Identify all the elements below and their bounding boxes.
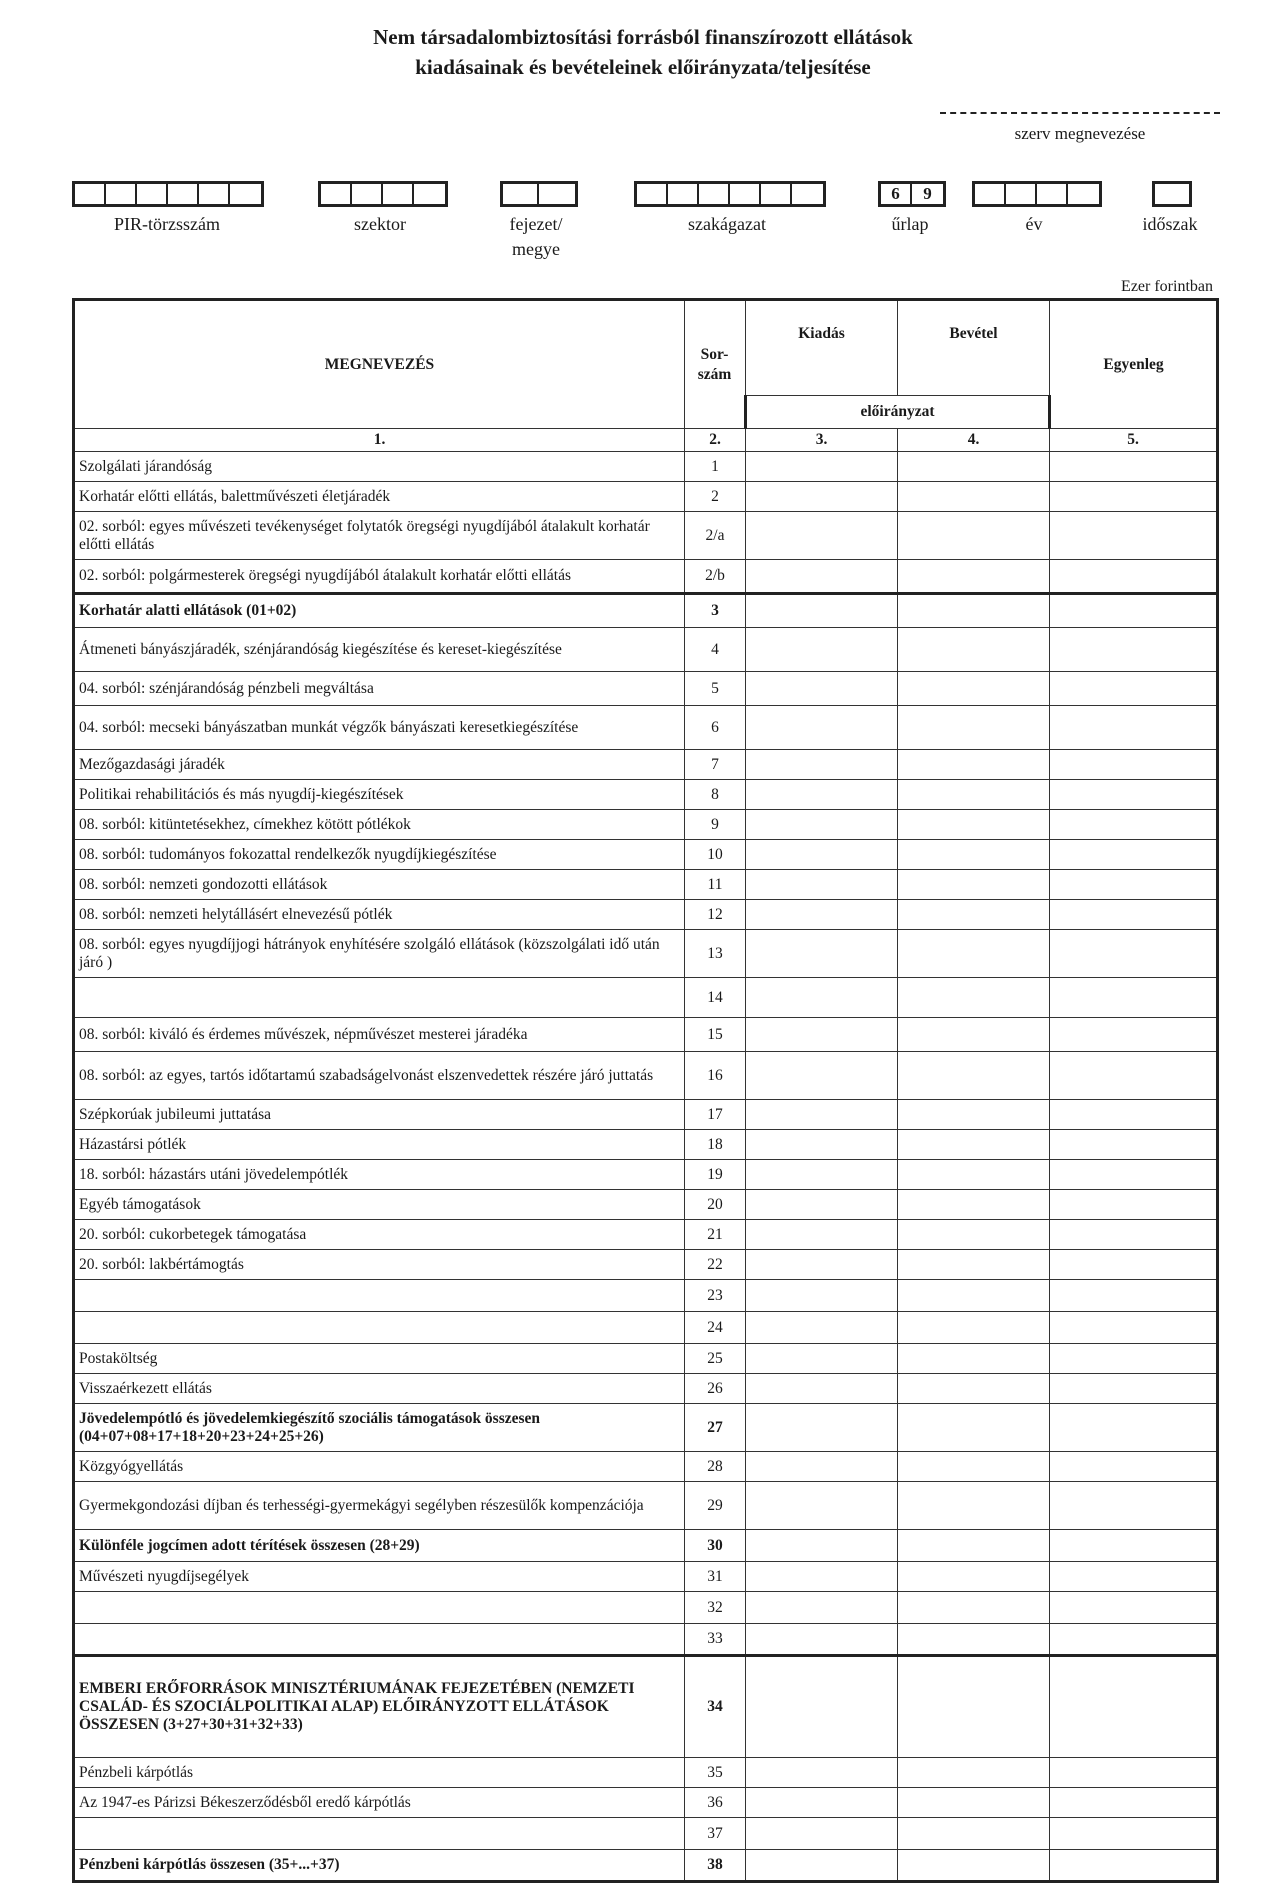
table-row [74,1100,1218,1130]
row-number: 13 [685,930,746,978]
income-cell[interactable] [898,1656,1050,1758]
table-row [74,1190,1218,1220]
income-cell[interactable] [898,930,1050,978]
row-number: 2 [685,482,746,512]
expense-cell[interactable] [746,1280,898,1312]
expense-cell[interactable] [746,1100,898,1130]
row-name: Visszaérkezett ellátás [74,1374,685,1404]
row-name: 02. sorból: egyes művészeti tevékenységet folytatók öregségi nyugdíjából átalakult korhatár előtti ellátás [74,512,685,560]
row-number: 12 [685,900,746,930]
row-number: 38 [685,1850,746,1882]
income-cell[interactable] [898,628,1050,672]
expense-cell[interactable] [746,1190,898,1220]
row-number: 23 [685,1280,746,1312]
code-label: PIR-törzsszám [114,214,220,234]
row-name: 20. sorból: cukorbetegek támogatása [74,1220,685,1250]
row-number: 34 [685,1656,746,1758]
income-cell[interactable] [898,1220,1050,1250]
balance-cell[interactable] [1050,1160,1218,1190]
row-number: 2/a [685,512,746,560]
row-number: 1 [685,452,746,482]
balance-cell[interactable] [1050,840,1218,870]
row-number: 17 [685,1100,746,1130]
code-label: űrlap [891,214,929,234]
table-row [74,706,1218,750]
row-name [74,1280,685,1312]
row-number: 18 [685,1130,746,1160]
code-cell[interactable]: 6 [881,184,912,204]
row-number: 8 [685,780,746,810]
income-cell[interactable] [898,1562,1050,1592]
table-row [74,1344,1218,1374]
row-name: Korhatár előtti ellátás, balettművészeti életjáradék [74,482,685,512]
balance-cell[interactable] [1050,1018,1218,1052]
balance-cell[interactable] [1050,512,1218,560]
balance-cell[interactable] [1050,1344,1218,1374]
header-expense: Kiadás [746,300,898,396]
row-name: 08. sorból: nemzeti gondozotti ellátások [74,870,685,900]
table-row [74,1758,1218,1788]
balance-cell[interactable] [1050,1190,1218,1220]
code-label: év [1025,214,1043,234]
table-row [74,1130,1218,1160]
code-cell[interactable] [352,184,383,204]
income-cell[interactable] [898,750,1050,780]
code-boxes-3[interactable] [634,181,826,207]
header-balance: Egyenleg [1050,300,1218,429]
expense-cell[interactable] [746,930,898,978]
table-row [74,1530,1218,1562]
row-name: Szépkorúak jubileumi juttatása [74,1100,685,1130]
table-row [74,1624,1218,1656]
row-name: Postaköltség [74,1344,685,1374]
income-cell[interactable] [898,1818,1050,1850]
income-cell[interactable] [898,1452,1050,1482]
expense-cell[interactable] [746,750,898,780]
income-cell[interactable] [898,1312,1050,1344]
expense-cell[interactable] [746,840,898,870]
table-row [74,1788,1218,1818]
table-row [74,930,1218,978]
expense-cell[interactable] [746,452,898,482]
code-boxes-4[interactable] [878,181,946,207]
income-cell[interactable] [898,1530,1050,1562]
col-number-5: 5. [1050,429,1218,452]
code-cell[interactable] [730,184,761,204]
table-row [74,1312,1218,1344]
row-number: 31 [685,1562,746,1592]
expense-cell[interactable] [746,1404,898,1452]
row-number: 32 [685,1592,746,1624]
row-name: 08. sorból: egyes nyugdíjjogi hátrányok enyhítésére szolgáló ellátások (közszolgálati idő után járó ) [74,930,685,978]
table-row [74,810,1218,840]
balance-cell[interactable] [1050,1374,1218,1404]
row-name: 08. sorból: kiváló és érdemes művészek, népművészet mesterei járadéka [74,1018,685,1052]
report-table [72,298,1219,1883]
table-row [74,870,1218,900]
code-cell[interactable] [75,184,106,204]
table-row [74,1374,1218,1404]
row-number: 6 [685,706,746,750]
table-row [74,1592,1218,1624]
expense-cell[interactable] [746,594,898,628]
table-row [74,1220,1218,1250]
income-cell[interactable] [898,1758,1050,1788]
row-number: 7 [685,750,746,780]
header-row-number: Sor- szám [685,300,746,429]
table-row [74,672,1218,706]
row-number: 30 [685,1530,746,1562]
code-cell[interactable] [168,184,199,204]
expense-cell[interactable] [746,1160,898,1190]
expense-cell[interactable] [746,870,898,900]
expense-cell[interactable] [746,978,898,1018]
income-cell[interactable] [898,672,1050,706]
col-number-2: 2. [685,429,746,452]
balance-cell[interactable] [1050,594,1218,628]
table-row [74,750,1218,780]
table-row [74,1280,1218,1312]
row-name: 04. sorból: mecseki bányászatban munkát végzők bányászati keresetkiegészítése [74,706,685,750]
table-row [74,1160,1218,1190]
expense-cell[interactable] [746,1788,898,1818]
code-cell[interactable]: 9 [923,184,932,203]
row-name: Művészeti nyugdíjsegélyek [74,1562,685,1592]
balance-cell[interactable] [1050,1452,1218,1482]
row-name: Házastársi pótlék [74,1130,685,1160]
expense-cell[interactable] [746,1312,898,1344]
row-number: 10 [685,840,746,870]
expense-cell[interactable] [746,1018,898,1052]
balance-cell[interactable] [1050,1850,1218,1882]
expense-cell[interactable] [746,482,898,512]
balance-cell[interactable] [1050,1530,1218,1562]
header-name: MEGNEVEZÉS [74,300,685,429]
col-number-3: 3. [746,429,898,452]
code-boxes-0[interactable] [72,181,264,207]
balance-cell[interactable] [1050,1312,1218,1344]
table-row [74,594,1218,628]
code-cell[interactable] [761,184,792,204]
row-name: Gyermekgondozási díjban és terhességi-gyermekágyi segélyben részesülők kompenzációja [74,1482,685,1530]
expense-cell[interactable] [746,1374,898,1404]
table-row [74,780,1218,810]
code-cell[interactable] [383,184,414,204]
balance-cell[interactable] [1050,930,1218,978]
balance-cell[interactable] [1050,1818,1218,1850]
balance-cell[interactable] [1050,1280,1218,1312]
row-name: Közgyógyellátás [74,1452,685,1482]
row-number: 36 [685,1788,746,1818]
row-number: 20 [685,1190,746,1220]
table-row [74,1018,1218,1052]
balance-cell[interactable] [1050,1624,1218,1656]
income-cell[interactable] [898,1100,1050,1130]
row-name: Pénzbeli kárpótlás [74,1758,685,1788]
income-cell[interactable] [898,482,1050,512]
code-label: fejezet/ megye [509,214,563,259]
row-number: 16 [685,1052,746,1100]
expense-cell[interactable] [746,1850,898,1882]
expense-cell[interactable] [746,1758,898,1788]
unit-label: Ezer forintban [1121,278,1213,295]
income-cell[interactable] [898,1482,1050,1530]
balance-cell[interactable] [1050,452,1218,482]
row-number: 15 [685,1018,746,1052]
expense-cell[interactable] [746,1624,898,1656]
row-number: 28 [685,1452,746,1482]
expense-cell[interactable] [746,706,898,750]
expense-cell[interactable] [746,1818,898,1850]
income-cell[interactable] [898,1280,1050,1312]
code-cell[interactable] [414,184,445,204]
code-cell[interactable] [1006,184,1037,204]
code-cell[interactable] [503,184,539,204]
row-name [74,1592,685,1624]
header-budget: előirányzat [746,396,1050,429]
row-name: 08. sorból: kitüntetésekhez, címekhez kötött pótlékok [74,810,685,840]
code-label: szektor [354,214,406,234]
code-boxes-5[interactable] [972,181,1102,207]
code-cell[interactable] [230,184,261,204]
income-cell[interactable] [898,978,1050,1018]
code-cell[interactable] [792,184,823,204]
code-cell[interactable] [637,184,668,204]
row-name: Pénzbeni kárpótlás összesen (35+...+37) [74,1850,685,1882]
table-row [74,1452,1218,1482]
row-name: Egyéb támogatások [74,1190,685,1220]
col-number-1: 1. [74,429,685,452]
income-cell[interactable] [898,1018,1050,1052]
income-cell[interactable] [898,1250,1050,1280]
row-number: 2/b [685,560,746,594]
row-name: Szolgálati járandóság [74,452,685,482]
row-name: Jövedelempótló és jövedelemkiegészítő szociális támogatások összesen (04+07+08+17+18+20+23+24+25+26) [74,1404,685,1452]
row-number: 29 [685,1482,746,1530]
expense-cell[interactable] [746,1482,898,1530]
table-row [74,1656,1218,1758]
income-cell[interactable] [898,870,1050,900]
code-boxes-6[interactable] [1152,181,1192,207]
income-cell[interactable] [898,512,1050,560]
balance-cell[interactable] [1050,560,1218,594]
row-number: 27 [685,1404,746,1452]
balance-cell[interactable] [1050,628,1218,672]
balance-cell[interactable] [1050,1250,1218,1280]
income-cell[interactable] [898,1344,1050,1374]
row-number: 4 [685,628,746,672]
expense-cell[interactable] [746,512,898,560]
title-line-2: kiadásainak és bevételeinek előirányzata/teljesítése [415,55,871,79]
expense-cell[interactable] [746,1052,898,1100]
expense-cell[interactable] [746,1452,898,1482]
row-number: 19 [685,1160,746,1190]
row-number: 14 [685,978,746,1018]
row-name: EMBERI ERŐFORRÁSOK MINISZTÉRIUMÁNAK FEJEZETÉBEN (NEMZETI CSALÁD- ÉS SZOCIÁLPOLITIKAI ALAP) ELŐIRÁNYZOTT ELLÁTÁSOK ÖSSZESEN (3+27+30+31+32+33) [74,1656,685,1758]
expense-cell[interactable] [746,1656,898,1758]
row-number: 11 [685,870,746,900]
code-cell[interactable] [699,184,730,204]
row-number: 24 [685,1312,746,1344]
income-cell[interactable] [898,1404,1050,1452]
row-number: 25 [685,1344,746,1374]
expense-cell[interactable] [746,780,898,810]
code-cell[interactable] [668,184,699,204]
table-row [74,1562,1218,1592]
income-cell[interactable] [898,560,1050,594]
balance-cell[interactable] [1050,978,1218,1018]
row-name: 18. sorból: házastárs utáni jövedelempótlék [74,1160,685,1190]
balance-cell[interactable] [1050,810,1218,840]
table-row [74,900,1218,930]
balance-cell[interactable] [1050,780,1218,810]
code-boxes-2[interactable] [500,181,578,207]
code-cell[interactable] [1155,184,1189,204]
balance-cell[interactable] [1050,1100,1218,1130]
code-cell[interactable] [321,184,352,204]
table-row [74,560,1218,594]
balance-cell[interactable] [1050,1130,1218,1160]
row-number: 26 [685,1374,746,1404]
table-row [74,840,1218,870]
expense-cell[interactable] [746,1592,898,1624]
table-row [74,628,1218,672]
expense-cell[interactable] [746,1130,898,1160]
code-label: időszak [1142,214,1198,234]
table-row [74,1404,1218,1452]
balance-cell[interactable] [1050,1788,1218,1818]
form-title [0,22,1286,82]
expense-cell[interactable] [746,900,898,930]
balance-cell[interactable] [1050,1562,1218,1592]
expense-cell[interactable] [746,1220,898,1250]
income-cell[interactable] [898,1130,1050,1160]
balance-cell[interactable] [1050,672,1218,706]
balance-cell[interactable] [1050,706,1218,750]
org-name-field[interactable] [940,112,1220,114]
row-name [74,1818,685,1850]
income-cell[interactable] [898,810,1050,840]
code-cell[interactable] [199,184,230,204]
expense-cell[interactable] [746,1562,898,1592]
row-name: Átmeneti bányászjáradék, szénjárandóság kiegészítése és kereset-kiegészítése [74,628,685,672]
row-name: Az 1947-es Párizsi Békeszerződésből eredő kárpótlás [74,1788,685,1818]
table-row [74,978,1218,1018]
income-cell[interactable] [898,780,1050,810]
title-line-1: Nem társadalombiztosítási forrásból finanszírozott ellátások [373,25,913,49]
income-cell[interactable] [898,1592,1050,1624]
income-cell[interactable] [898,594,1050,628]
expense-cell[interactable] [746,672,898,706]
income-cell[interactable] [898,1052,1050,1100]
expense-cell[interactable] [746,1344,898,1374]
code-cell[interactable] [1068,184,1099,204]
balance-cell[interactable] [1050,1220,1218,1250]
balance-cell[interactable] [1050,1592,1218,1624]
code-cell[interactable] [137,184,168,204]
income-cell[interactable] [898,1788,1050,1818]
row-number: 33 [685,1624,746,1656]
row-number: 3 [685,594,746,628]
table-row [74,452,1218,482]
row-number: 35 [685,1758,746,1788]
row-number: 21 [685,1220,746,1250]
code-cell[interactable] [106,184,137,204]
row-name [74,978,685,1018]
expense-cell[interactable] [746,810,898,840]
income-cell[interactable] [898,1160,1050,1190]
income-cell[interactable] [898,1190,1050,1220]
income-cell[interactable] [898,1374,1050,1404]
row-name: Korhatár alatti ellátások (01+02) [74,594,685,628]
table-row [74,1052,1218,1100]
code-boxes-1[interactable] [318,181,448,207]
balance-cell[interactable] [1050,1482,1218,1530]
row-name: 08. sorból: az egyes, tartós időtartamú szabadságelvonást elszenvedettek részére járó juttatás [74,1052,685,1100]
table-row [74,1818,1218,1850]
row-name: Mezőgazdasági járadék [74,750,685,780]
code-label: szakágazat [688,214,766,234]
table-row [74,1250,1218,1280]
row-number: 9 [685,810,746,840]
row-name: 04. sorból: szénjárandóság pénzbeli megváltása [74,672,685,706]
balance-cell[interactable] [1050,870,1218,900]
table-row [74,1850,1218,1882]
income-cell[interactable] [898,1850,1050,1882]
balance-cell[interactable] [1050,1052,1218,1100]
row-number: 22 [685,1250,746,1280]
table-row [74,482,1218,512]
col-number-4: 4. [898,429,1050,452]
code-cell[interactable] [975,184,1006,204]
code-cell[interactable] [1037,184,1068,204]
row-name: 20. sorból: lakbértámogtás [74,1250,685,1280]
balance-cell[interactable] [1050,1656,1218,1758]
row-name: Politikai rehabilitációs és más nyugdíj-kiegészítések [74,780,685,810]
balance-cell[interactable] [1050,1758,1218,1788]
income-cell[interactable] [898,1624,1050,1656]
income-cell[interactable] [898,840,1050,870]
income-cell[interactable] [898,900,1050,930]
row-name [74,1312,685,1344]
expense-cell[interactable] [746,628,898,672]
income-cell[interactable] [898,706,1050,750]
code-cell[interactable] [539,184,575,204]
row-name: 08. sorból: nemzeti helytállásért elnevezésű pótlék [74,900,685,930]
header-income: Bevétel [898,300,1050,396]
balance-cell[interactable] [1050,900,1218,930]
row-name [74,1624,685,1656]
balance-cell[interactable] [1050,750,1218,780]
expense-cell[interactable] [746,1530,898,1562]
org-name-label: szerv megnevezése [1014,124,1146,143]
balance-cell[interactable] [1050,482,1218,512]
balance-cell[interactable] [1050,1404,1218,1452]
expense-cell[interactable] [746,1250,898,1280]
row-number: 37 [685,1818,746,1850]
expense-cell[interactable] [746,560,898,594]
table-row [74,1482,1218,1530]
row-number: 5 [685,672,746,706]
table-row [74,512,1218,560]
row-name: Különféle jogcímen adott térítések összesen (28+29) [74,1530,685,1562]
row-name: 08. sorból: tudományos fokozattal rendelkezők nyugdíjkiegészítése [74,840,685,870]
row-name: 02. sorból: polgármesterek öregségi nyugdíjából átalakult korhatár előtti ellátás [74,560,685,594]
income-cell[interactable] [898,452,1050,482]
